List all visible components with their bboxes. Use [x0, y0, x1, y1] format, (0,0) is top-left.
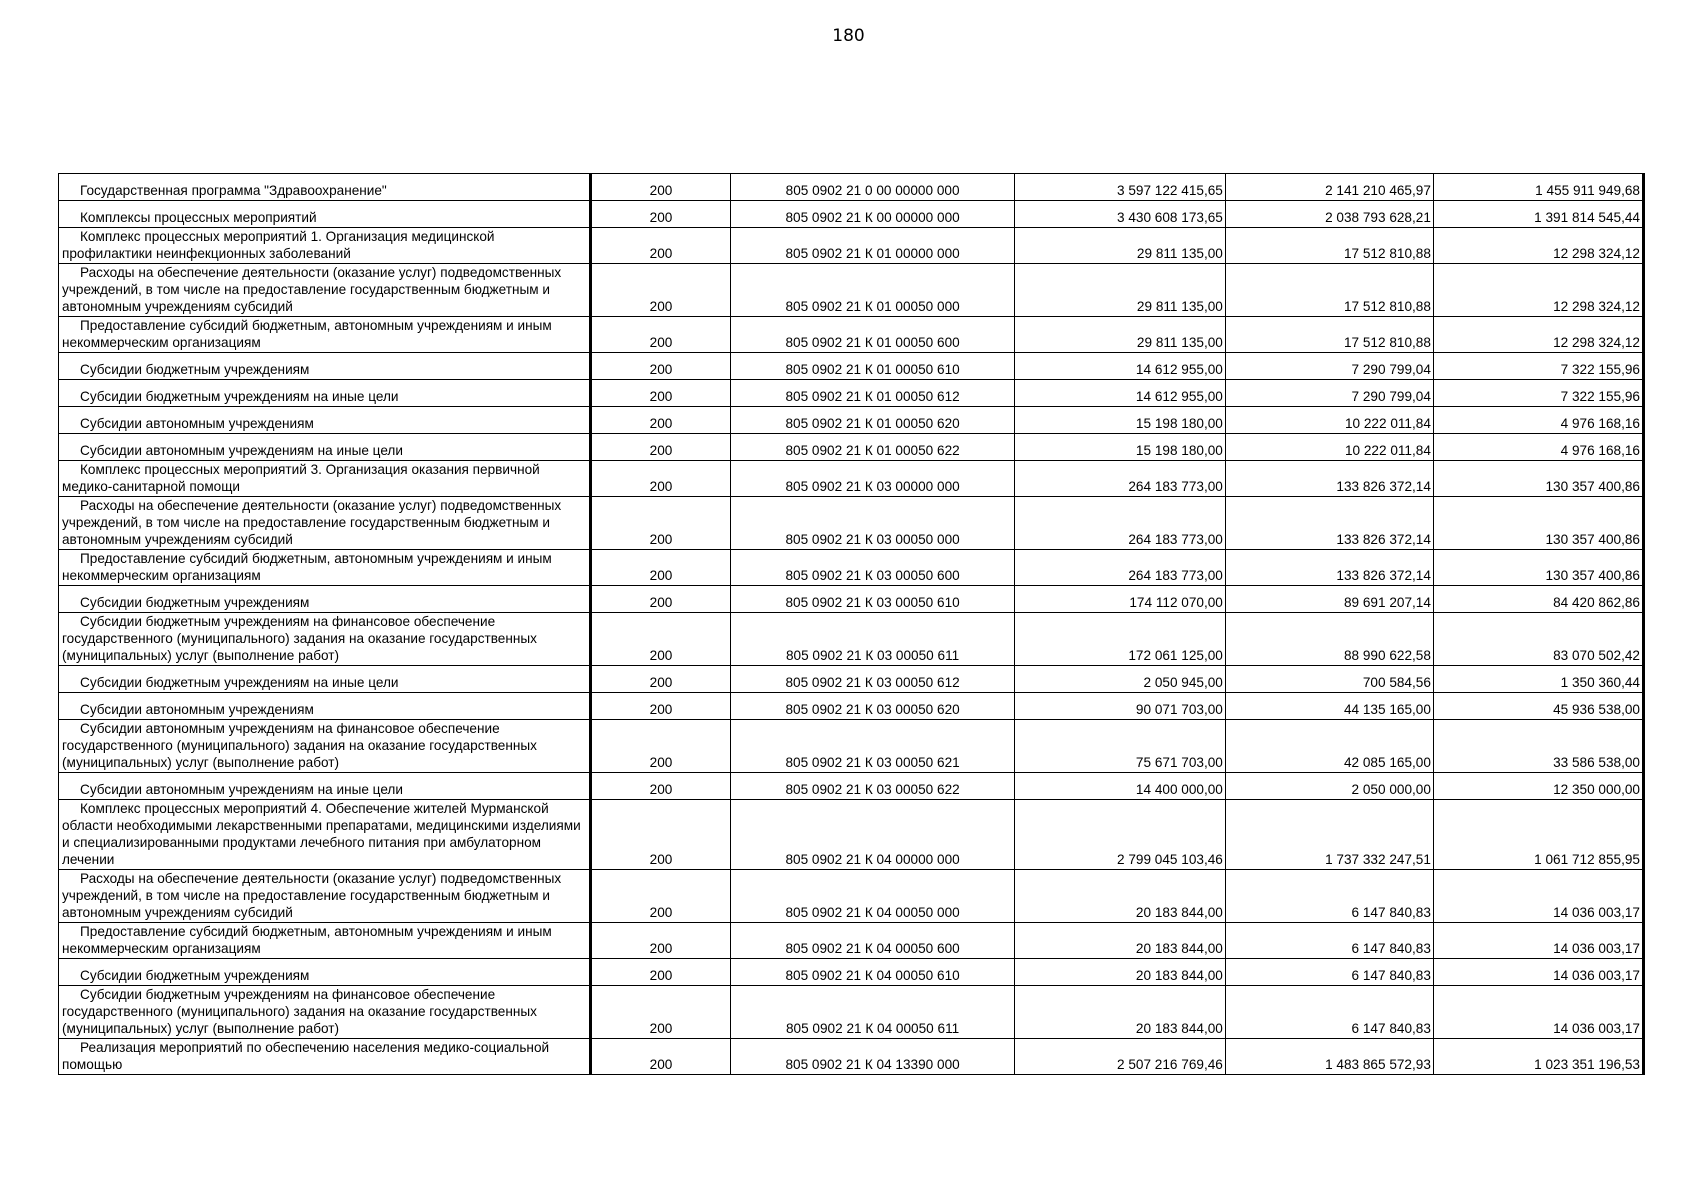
row-kbk: 805 0902 21 К 04 00050 000	[731, 870, 1014, 923]
row-code: 200	[590, 228, 731, 264]
row-name-text: Комплекс процессных мероприятий 1. Организация медицинской профилактики неинфекционных заболеваний	[62, 229, 495, 261]
table-row	[59, 693, 1644, 720]
row-kbk: 805 0902 21 К 01 00050 620	[731, 407, 1014, 434]
row-value-2: 10 222 011,84	[1225, 407, 1433, 434]
row-code: 200	[590, 586, 731, 613]
table-row	[59, 666, 1644, 693]
row-value-3: 12 298 324,12	[1433, 264, 1643, 317]
row-kbk: 805 0902 21 К 03 00050 610	[731, 586, 1014, 613]
page-number: 180	[832, 26, 865, 46]
row-name	[59, 720, 591, 773]
row-value-2: 133 826 372,14	[1225, 550, 1433, 586]
row-name	[59, 693, 591, 720]
row-name-text: Субсидии бюджетным учреждениям	[80, 595, 310, 610]
row-value-2: 42 085 165,00	[1225, 720, 1433, 773]
table-row	[59, 497, 1644, 550]
row-code: 200	[590, 800, 731, 870]
row-value-2: 2 038 793 628,21	[1225, 201, 1433, 228]
row-value-2: 17 512 810,88	[1225, 228, 1433, 264]
row-code: 200	[590, 497, 731, 550]
row-value-1: 14 612 955,00	[1014, 353, 1225, 380]
row-code: 200	[590, 613, 731, 666]
row-kbk: 805 0902 21 К 03 00050 000	[731, 497, 1014, 550]
row-kbk: 805 0902 21 К 01 00050 610	[731, 353, 1014, 380]
row-code: 200	[590, 773, 731, 800]
table-row	[59, 461, 1644, 497]
row-code: 200	[590, 353, 731, 380]
row-code: 200	[590, 923, 731, 959]
row-name	[59, 923, 591, 959]
table-row	[59, 550, 1644, 586]
row-value-2: 6 147 840,83	[1225, 923, 1433, 959]
table-row	[59, 174, 1644, 201]
row-name	[59, 461, 591, 497]
table-row	[59, 353, 1644, 380]
row-code: 200	[590, 264, 731, 317]
row-name-text: Комплекс процессных мероприятий 3. Организация оказания первичной медико-санитарной помощи	[62, 462, 540, 494]
row-value-3: 7 322 155,96	[1433, 353, 1643, 380]
row-value-3: 14 036 003,17	[1433, 870, 1643, 923]
row-value-1: 15 198 180,00	[1014, 434, 1225, 461]
table-row	[59, 870, 1644, 923]
row-kbk: 805 0902 21 К 04 00050 600	[731, 923, 1014, 959]
row-name	[59, 550, 591, 586]
row-value-2: 7 290 799,04	[1225, 380, 1433, 407]
row-name-text: Государственная программа "Здравоохранение"	[80, 183, 387, 198]
row-code: 200	[590, 317, 731, 353]
row-name	[59, 174, 591, 201]
row-value-1: 3 430 608 173,65	[1014, 201, 1225, 228]
row-name	[59, 434, 591, 461]
row-kbk: 805 0902 21 К 04 00050 610	[731, 959, 1014, 986]
row-name	[59, 986, 591, 1039]
table-row	[59, 201, 1644, 228]
row-kbk: 805 0902 21 К 03 00050 620	[731, 693, 1014, 720]
row-value-3: 130 357 400,86	[1433, 497, 1643, 550]
row-name	[59, 497, 591, 550]
row-code: 200	[590, 666, 731, 693]
row-value-3: 12 350 000,00	[1433, 773, 1643, 800]
row-code: 200	[590, 986, 731, 1039]
row-code: 200	[590, 201, 731, 228]
table-row	[59, 264, 1644, 317]
row-kbk: 805 0902 21 К 03 00050 621	[731, 720, 1014, 773]
table-row	[59, 959, 1644, 986]
row-name-text: Субсидии бюджетным учреждениям на финансовое обеспечение государственного (муниципального) задания на оказание государственных (муниципальных) услуг (выполнение работ)	[62, 614, 537, 663]
row-value-1: 20 183 844,00	[1014, 959, 1225, 986]
table-row	[59, 407, 1644, 434]
row-value-1: 2 507 216 769,46	[1014, 1039, 1225, 1075]
row-code: 200	[590, 693, 731, 720]
row-name	[59, 959, 591, 986]
row-code: 200	[590, 1039, 731, 1075]
table-row	[59, 317, 1644, 353]
row-name	[59, 773, 591, 800]
row-value-3: 33 586 538,00	[1433, 720, 1643, 773]
row-code: 200	[590, 380, 731, 407]
row-name	[59, 586, 591, 613]
row-value-1: 3 597 122 415,65	[1014, 174, 1225, 201]
row-value-1: 174 112 070,00	[1014, 586, 1225, 613]
row-value-1: 15 198 180,00	[1014, 407, 1225, 434]
row-value-3: 4 976 168,16	[1433, 434, 1643, 461]
table-row	[59, 923, 1644, 959]
row-value-3: 45 936 538,00	[1433, 693, 1643, 720]
row-name-text: Субсидии бюджетным учреждениям на иные цели	[80, 389, 399, 404]
row-value-2: 44 135 165,00	[1225, 693, 1433, 720]
row-value-2: 133 826 372,14	[1225, 497, 1433, 550]
row-value-1: 20 183 844,00	[1014, 986, 1225, 1039]
row-value-1: 29 811 135,00	[1014, 317, 1225, 353]
row-name-text: Реализация мероприятий по обеспечению населения медико-социальной помощью	[62, 1040, 550, 1072]
row-name	[59, 380, 591, 407]
row-value-3: 1 061 712 855,95	[1433, 800, 1643, 870]
table-row	[59, 434, 1644, 461]
row-name-text: Субсидии бюджетным учреждениям	[80, 362, 310, 377]
row-value-1: 2 799 045 103,46	[1014, 800, 1225, 870]
table-row	[59, 380, 1644, 407]
row-value-3: 14 036 003,17	[1433, 986, 1643, 1039]
row-kbk: 805 0902 21 К 03 00050 612	[731, 666, 1014, 693]
row-kbk: 805 0902 21 К 01 00050 622	[731, 434, 1014, 461]
row-value-1: 75 671 703,00	[1014, 720, 1225, 773]
row-code: 200	[590, 870, 731, 923]
budget-table	[58, 173, 1645, 1075]
row-name	[59, 201, 591, 228]
row-value-1: 20 183 844,00	[1014, 923, 1225, 959]
row-value-2: 89 691 207,14	[1225, 586, 1433, 613]
row-name	[59, 666, 591, 693]
row-name-text: Расходы на обеспечение деятельности (оказание услуг) подведомственных учреждений, в том числе на предоставление государственным бюджетным и автономным учреждениям субсидий	[62, 871, 562, 920]
row-value-2: 88 990 622,58	[1225, 613, 1433, 666]
row-name	[59, 800, 591, 870]
row-value-3: 130 357 400,86	[1433, 550, 1643, 586]
row-code: 200	[590, 407, 731, 434]
row-kbk: 805 0902 21 К 04 00000 000	[731, 800, 1014, 870]
row-value-2: 700 584,56	[1225, 666, 1433, 693]
row-value-2: 6 147 840,83	[1225, 986, 1433, 1039]
row-kbk: 805 0902 21 К 01 00050 600	[731, 317, 1014, 353]
table-row	[59, 586, 1644, 613]
row-code: 200	[590, 720, 731, 773]
row-name	[59, 228, 591, 264]
row-code: 200	[590, 550, 731, 586]
table-row	[59, 1039, 1644, 1075]
row-name	[59, 1039, 591, 1075]
row-name-text: Субсидии бюджетным учреждениям на финансовое обеспечение государственного (муниципального) задания на оказание государственных (муниципальных) услуг (выполнение работ)	[62, 987, 537, 1036]
row-value-1: 264 183 773,00	[1014, 461, 1225, 497]
row-name-text: Предоставление субсидий бюджетным, автономным учреждениям и иным некоммерческим организациям	[62, 924, 552, 956]
row-value-1: 264 183 773,00	[1014, 497, 1225, 550]
row-name-text: Субсидии автономным учреждениям	[80, 702, 314, 717]
row-name-text: Предоставление субсидий бюджетным, автономным учреждениям и иным некоммерческим организациям	[62, 318, 552, 350]
row-value-1: 29 811 135,00	[1014, 228, 1225, 264]
row-value-3: 4 976 168,16	[1433, 407, 1643, 434]
row-name-text: Расходы на обеспечение деятельности (оказание услуг) подведомственных учреждений, в том числе на предоставление государственным бюджетным и автономным учреждениям субсидий	[62, 265, 562, 314]
table-row	[59, 800, 1644, 870]
row-value-2: 2 141 210 465,97	[1225, 174, 1433, 201]
row-name-text: Комплексы процессных мероприятий	[80, 210, 317, 225]
row-code: 200	[590, 174, 731, 201]
row-value-1: 264 183 773,00	[1014, 550, 1225, 586]
row-name-text: Субсидии автономным учреждениям	[80, 416, 314, 431]
row-kbk: 805 0902 21 К 03 00050 611	[731, 613, 1014, 666]
row-code: 200	[590, 461, 731, 497]
row-name-text: Субсидии бюджетным учреждениям	[80, 968, 310, 983]
row-value-3: 83 070 502,42	[1433, 613, 1643, 666]
row-value-3: 84 420 862,86	[1433, 586, 1643, 613]
table-row	[59, 228, 1644, 264]
row-kbk: 805 0902 21 К 01 00050 000	[731, 264, 1014, 317]
row-value-2: 17 512 810,88	[1225, 317, 1433, 353]
row-value-3: 7 322 155,96	[1433, 380, 1643, 407]
row-kbk: 805 0902 21 К 03 00050 622	[731, 773, 1014, 800]
row-code: 200	[590, 434, 731, 461]
row-name-text: Расходы на обеспечение деятельности (оказание услуг) подведомственных учреждений, в том числе на предоставление государственным бюджетным и автономным учреждениям субсидий	[62, 498, 562, 547]
row-value-3: 12 298 324,12	[1433, 317, 1643, 353]
row-name	[59, 353, 591, 380]
table-row	[59, 720, 1644, 773]
row-value-3: 12 298 324,12	[1433, 228, 1643, 264]
row-value-3: 1 350 360,44	[1433, 666, 1643, 693]
row-value-3: 14 036 003,17	[1433, 923, 1643, 959]
row-value-1: 2 050 945,00	[1014, 666, 1225, 693]
row-name-text: Субсидии автономным учреждениям на финансовое обеспечение государственного (муниципального) задания на оказание государственных (муниципальных) услуг (выполнение работ)	[62, 721, 537, 770]
row-value-1: 14 612 955,00	[1014, 380, 1225, 407]
row-value-2: 10 222 011,84	[1225, 434, 1433, 461]
table-row	[59, 986, 1644, 1039]
row-name-text: Субсидии бюджетным учреждениям на иные цели	[80, 675, 399, 690]
row-kbk: 805 0902 21 0 00 00000 000	[731, 174, 1014, 201]
row-name-text: Субсидии автономным учреждениям на иные цели	[80, 443, 403, 458]
row-value-1: 172 061 125,00	[1014, 613, 1225, 666]
row-name-text: Комплекс процессных мероприятий 4. Обеспечение жителей Мурманской области необходимыми лекарственными препаратами, медицинскими изделиями и специализированными продуктами лечебного питания при амбулаторном лечении	[62, 801, 581, 867]
row-kbk: 805 0902 21 К 04 00050 611	[731, 986, 1014, 1039]
row-value-2: 1 737 332 247,51	[1225, 800, 1433, 870]
row-value-1: 29 811 135,00	[1014, 264, 1225, 317]
row-value-3: 14 036 003,17	[1433, 959, 1643, 986]
row-value-2: 1 483 865 572,93	[1225, 1039, 1433, 1075]
table-row	[59, 773, 1644, 800]
row-name	[59, 870, 591, 923]
row-value-2: 6 147 840,83	[1225, 959, 1433, 986]
row-name	[59, 264, 591, 317]
row-name-text: Субсидии автономным учреждениям на иные цели	[80, 782, 403, 797]
row-kbk: 805 0902 21 К 01 00050 612	[731, 380, 1014, 407]
row-kbk: 805 0902 21 К 03 00000 000	[731, 461, 1014, 497]
row-value-2: 2 050 000,00	[1225, 773, 1433, 800]
row-value-3: 130 357 400,86	[1433, 461, 1643, 497]
row-kbk: 805 0902 21 К 00 00000 000	[731, 201, 1014, 228]
row-value-2: 133 826 372,14	[1225, 461, 1433, 497]
row-value-2: 6 147 840,83	[1225, 870, 1433, 923]
row-value-1: 20 183 844,00	[1014, 870, 1225, 923]
row-name	[59, 407, 591, 434]
row-value-2: 7 290 799,04	[1225, 353, 1433, 380]
row-name-text: Предоставление субсидий бюджетным, автономным учреждениям и иным некоммерческим организациям	[62, 551, 552, 583]
budget-table-body	[59, 174, 1644, 1075]
row-kbk: 805 0902 21 К 03 00050 600	[731, 550, 1014, 586]
row-value-1: 90 071 703,00	[1014, 693, 1225, 720]
row-value-3: 1 391 814 545,44	[1433, 201, 1643, 228]
row-kbk: 805 0902 21 К 01 00000 000	[731, 228, 1014, 264]
row-name	[59, 317, 591, 353]
row-value-3: 1 455 911 949,68	[1433, 174, 1643, 201]
row-name	[59, 613, 591, 666]
row-value-2: 17 512 810,88	[1225, 264, 1433, 317]
row-code: 200	[590, 959, 731, 986]
row-value-1: 14 400 000,00	[1014, 773, 1225, 800]
row-kbk: 805 0902 21 К 04 13390 000	[731, 1039, 1014, 1075]
table-row	[59, 613, 1644, 666]
row-value-3: 1 023 351 196,53	[1433, 1039, 1643, 1075]
